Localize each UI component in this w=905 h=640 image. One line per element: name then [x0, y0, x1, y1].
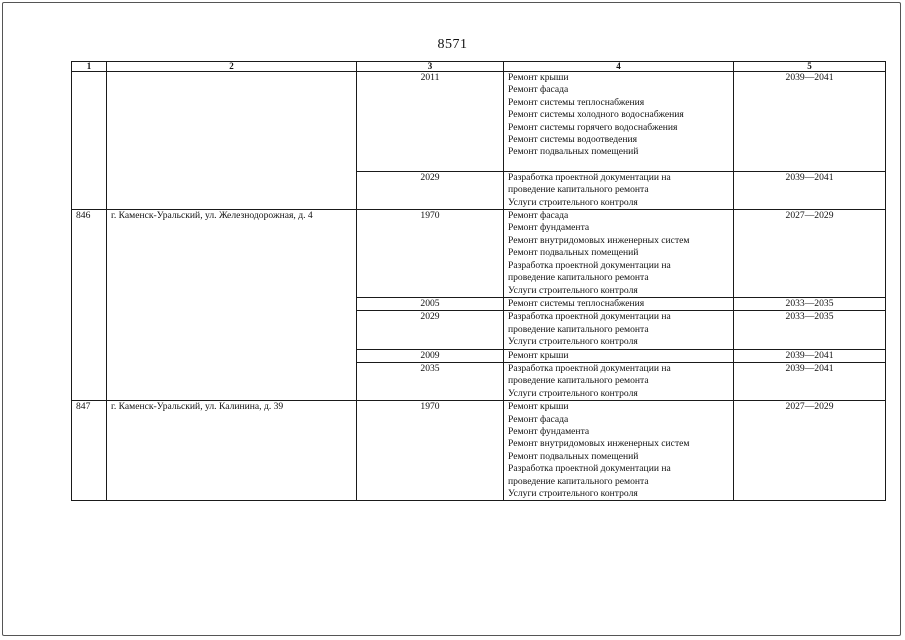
- work-type-line: проведение капитального ремонта: [508, 184, 649, 196]
- work-type-line: Ремонт фасада: [508, 413, 569, 425]
- repair-period: 2039—2041: [734, 171, 886, 209]
- work-type-line: Ремонт фасада: [508, 210, 569, 222]
- column-header-3: 3: [357, 62, 504, 72]
- table-body: [72, 72, 886, 501]
- work-type-line: Ремонт крыши: [508, 72, 569, 83]
- work-types: [504, 72, 734, 172]
- work-type-line: Разработка проектной документации на: [508, 463, 671, 475]
- commissioning-year: 1970: [357, 401, 504, 501]
- work-type-line: Услуги строительного контроля: [508, 196, 638, 208]
- object-address: г. Каменск-Уральский, ул. Железнодорожная, д. 4: [107, 210, 357, 401]
- work-type-line: Ремонт системы холодного водоснабжения: [508, 109, 684, 121]
- commissioning-year: 2009: [357, 349, 504, 362]
- repair-period: 2027—2029: [734, 401, 886, 501]
- commissioning-year: 2035: [357, 362, 504, 400]
- repair-period: 2027—2029: [734, 210, 886, 298]
- work-type-line: проведение капитального ремонта: [508, 272, 649, 284]
- column-header-4: 4: [504, 62, 734, 72]
- repair-period: 2039—2041: [734, 362, 886, 400]
- work-type-line: Ремонт подвальных помещений: [508, 450, 639, 462]
- commissioning-year: 1970: [357, 210, 504, 298]
- work-type-line: Ремонт фундамента: [508, 425, 590, 437]
- commissioning-year: 2005: [357, 297, 504, 310]
- repair-period: 2039—2041: [734, 72, 886, 172]
- blank-line: [508, 159, 729, 171]
- commissioning-year: 2011: [357, 72, 504, 172]
- work-type-line: Ремонт фундамента: [508, 222, 590, 234]
- object-address: г. Каменск-Уральский, ул. Калинина, д. 39: [107, 401, 357, 501]
- table-row: [72, 210, 886, 298]
- work-type-line: Услуги строительного контроля: [508, 284, 638, 296]
- work-type-line: Ремонт крыши: [508, 401, 569, 413]
- work-type-line: проведение капитального ремонта: [508, 475, 649, 487]
- table-row: [72, 72, 886, 172]
- column-header-5: 5: [734, 62, 886, 72]
- work-type-line: Ремонт подвальных помещений: [508, 146, 639, 158]
- work-type-line: Услуги строительного контроля: [508, 387, 638, 399]
- work-types: [504, 297, 734, 310]
- work-types: [504, 171, 734, 209]
- work-type-line: Ремонт системы горячего водоснабжения: [508, 121, 678, 133]
- work-type-line: Разработка проектной документации на: [508, 362, 671, 374]
- object-address: [107, 72, 357, 210]
- work-types: [504, 349, 734, 362]
- work-type-line: проведение капитального ремонта: [508, 323, 649, 335]
- work-type-line: Ремонт подвальных помещений: [508, 247, 639, 259]
- work-types: [504, 210, 734, 298]
- work-type-line: Ремонт системы теплоснабжения: [508, 96, 645, 108]
- object-number: 846: [72, 210, 107, 401]
- object-number: [72, 72, 107, 210]
- work-types: [504, 362, 734, 400]
- column-header-1: 1: [72, 62, 107, 72]
- work-type-line: Ремонт крыши: [508, 349, 569, 361]
- object-number: 847: [72, 401, 107, 501]
- repair-schedule-table: [71, 61, 886, 501]
- repair-period: 2039—2041: [734, 349, 886, 362]
- commissioning-year: 2029: [357, 311, 504, 349]
- work-type-line: Разработка проектной документации на: [508, 171, 671, 183]
- page-number: 8571: [437, 37, 468, 52]
- table-row: [72, 401, 886, 501]
- work-type-line: проведение капитального ремонта: [508, 375, 649, 387]
- work-type-line: Ремонт внутридомовых инженерных систем: [508, 438, 690, 450]
- work-types: [504, 401, 734, 501]
- repair-period: 2033—2035: [734, 311, 886, 349]
- work-type-line: Ремонт фасада: [508, 84, 569, 96]
- work-type-line: Услуги строительного контроля: [508, 336, 638, 348]
- work-type-line: Услуги строительного контроля: [508, 488, 638, 499]
- work-type-line: Разработка проектной документации на: [508, 311, 671, 323]
- repair-period: 2033—2035: [734, 297, 886, 310]
- work-types: [504, 311, 734, 349]
- commissioning-year: 2029: [357, 171, 504, 209]
- column-header-2: 2: [107, 62, 357, 72]
- work-type-line: Ремонт системы водоотведения: [508, 134, 638, 146]
- work-type-line: Разработка проектной документации на: [508, 259, 671, 271]
- work-type-line: Ремонт внутридомовых инженерных систем: [508, 234, 690, 246]
- work-type-line: Ремонт системы теплоснабжения: [508, 297, 645, 309]
- column-number-row: [72, 62, 886, 72]
